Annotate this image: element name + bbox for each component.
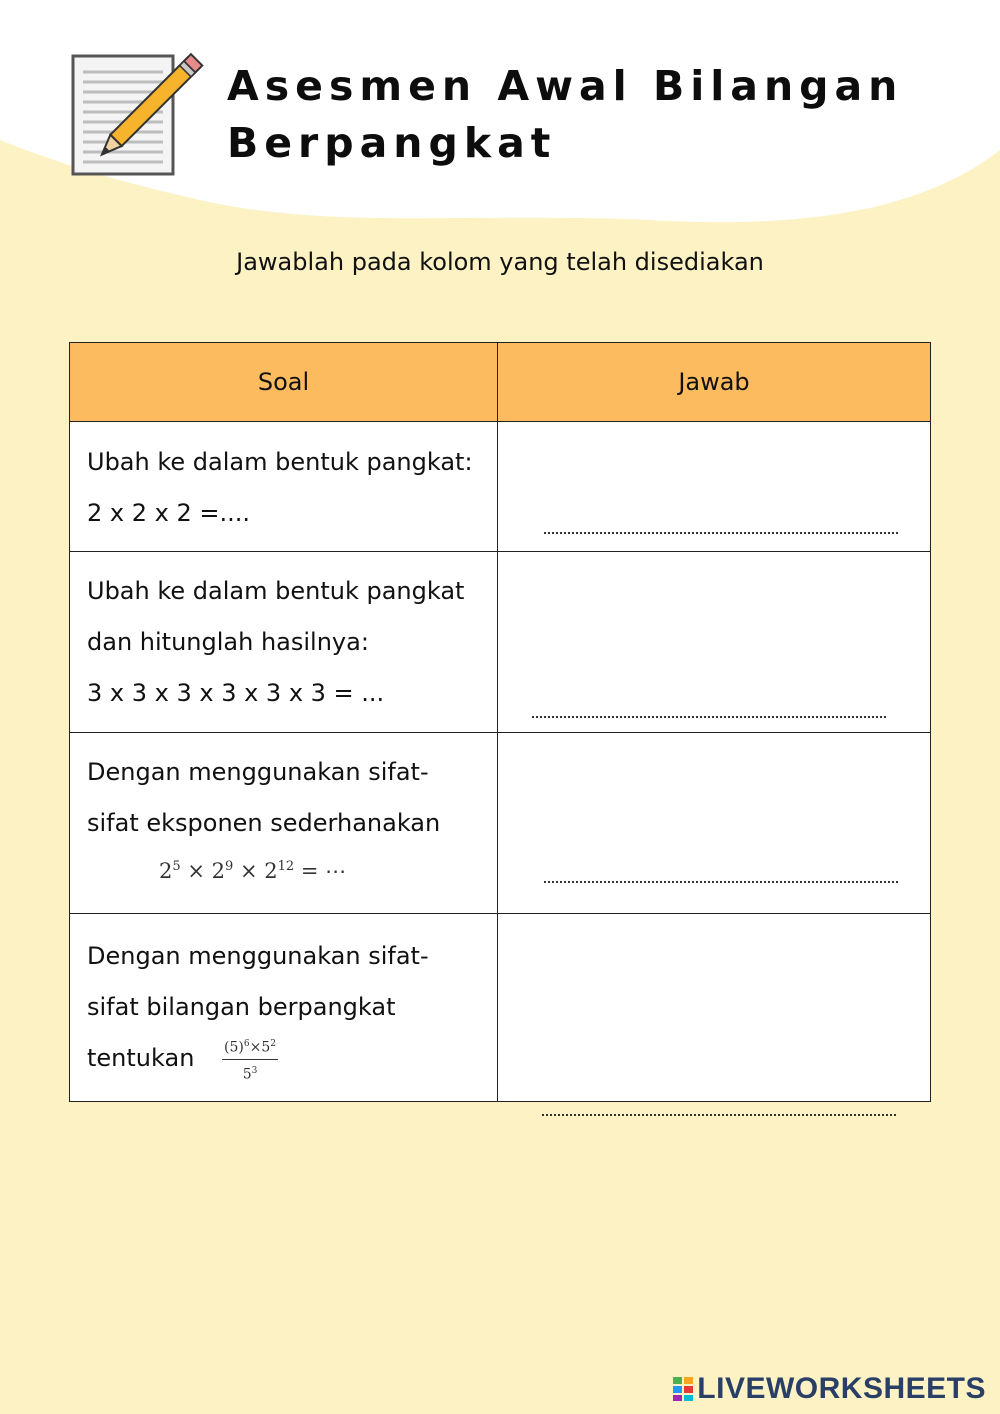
table-header-row (70, 343, 931, 422)
question-4-line-1: Dengan menggunakan sifat- (87, 942, 429, 970)
question-2-line-1: Ubah ke dalam bentuk pangkat (87, 577, 465, 605)
exponent-expression: $2^5 \times 2^9 \times 2^{12}$ = ⋯ (159, 859, 347, 883)
title-line-2: Berpangkat (227, 119, 557, 167)
answer-line-4[interactable] (542, 1114, 896, 1116)
question-4-line-2: sifat bilangan berpangkat (87, 993, 396, 1021)
question-4-line-3: tentukan $\frac{(5)^6\times 5^2}{5^3}$ (87, 1033, 496, 1084)
question-2-line-2: dan hitunglah hasilnya: (87, 628, 369, 656)
answer-line-1[interactable] (544, 532, 898, 534)
question-3-line-1: Dengan menggunakan sifat- (87, 758, 429, 786)
fraction-expression: $\frac{(5)^6\times 5^2}{5^3}$ (222, 1035, 278, 1083)
table-row (70, 552, 931, 733)
question-2-line-3: 3 x 3 x 3 x 3 x 3 x 3 = ... (87, 679, 385, 707)
answer-cell-1[interactable] (498, 422, 931, 552)
answer-cell-3[interactable] (498, 733, 931, 914)
question-cell-4 (70, 914, 498, 1102)
table-row (70, 422, 931, 552)
question-cell-1 (70, 422, 498, 552)
liveworksheets-logo-icon (672, 1376, 694, 1402)
header-soal: Soal (70, 343, 498, 422)
page-title (227, 58, 947, 172)
instruction-text: Jawablah pada kolom yang telah disediakan (236, 248, 764, 276)
answer-line-3[interactable] (544, 881, 898, 883)
question-cell-2 (70, 552, 498, 733)
answer-cell-2[interactable] (498, 552, 931, 733)
brand-name: LIVEWORKSHEETS (697, 1372, 986, 1405)
header-jawab: Jawab (498, 343, 931, 422)
liveworksheets-brand (672, 1372, 986, 1406)
question-1-line-1: Ubah ke dalam bentuk pangkat: (87, 448, 473, 476)
table-row (70, 914, 931, 1102)
answer-line-2[interactable] (532, 716, 886, 718)
question-cell-3 (70, 733, 498, 914)
table-row (70, 733, 931, 914)
question-table (69, 342, 931, 1102)
question-1-line-2: 2 x 2 x 2 =.... (87, 499, 250, 527)
answer-cell-4[interactable] (498, 914, 931, 1102)
question-3-math (87, 849, 496, 889)
question-3-line-2: sifat eksponen sederhanakan (87, 809, 441, 837)
title-line-1: Asesmen Awal Bilangan (227, 62, 904, 110)
notepad-pencil-icon (70, 50, 205, 180)
